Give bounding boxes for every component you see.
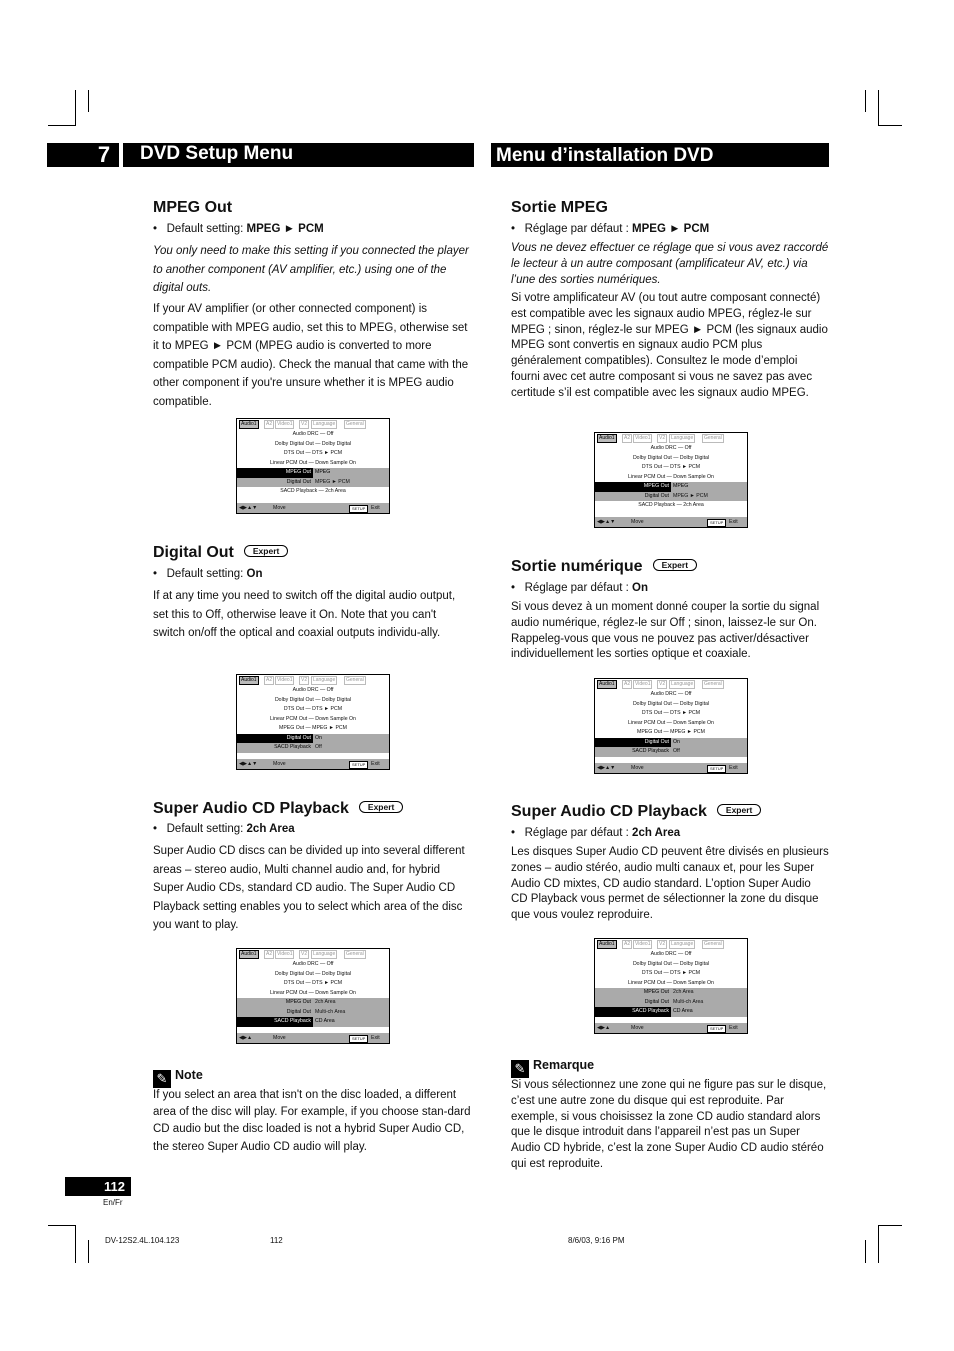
mpeg-out-heading: MPEG Out <box>153 199 233 216</box>
crop-mark <box>88 1240 89 1263</box>
tab-general: General <box>704 941 722 947</box>
setup-key-icon: SETUP <box>707 519 726 527</box>
arrow-keys-icon: ◀▶▲▼ <box>239 761 258 767</box>
screen-tabs <box>237 949 389 958</box>
screen-tabs <box>237 675 389 684</box>
screen-row-option: SACD Playback Off <box>237 743 389 753</box>
screen-row-selected: SACD Playback CD Area <box>237 1017 389 1027</box>
screen-row: Dolby Digital Out — Dolby Digital <box>274 970 352 977</box>
setup-key-icon: SETUP <box>349 1035 368 1043</box>
setup-key-icon: SETUP <box>349 761 368 769</box>
sacd-default-setting-fr: • Réglage par défaut : 2ch Area <box>511 827 681 839</box>
screen-row-selected: Digital Out On <box>595 738 747 748</box>
screen-row-selected: SACD Playback CD Area <box>595 1007 747 1017</box>
screen-row: Dolby Digital Out — Dolby Digital <box>274 440 352 447</box>
remarque-heading: ✎ Remarque <box>511 1058 594 1078</box>
tab-language: Language <box>671 435 694 441</box>
setup-screen-mpeg-en <box>236 418 390 514</box>
page-title-en: DVD Setup Menu <box>140 143 294 164</box>
tab-a2: A2 <box>266 677 273 683</box>
tab-a2: A2 <box>266 421 273 427</box>
screen-row: Linear PCM Out — Down Sample On <box>270 989 356 996</box>
tab-v2: V2 <box>659 941 666 947</box>
crop-mark <box>878 1225 902 1226</box>
screen-row: SACD Playback — 2ch Area <box>638 502 704 508</box>
arrow-keys-icon: ◀▶▲▼ <box>239 505 258 511</box>
screen-rows <box>237 686 389 753</box>
screen-row: MPEG Out — MPEG ► PCM <box>637 729 705 735</box>
screen-row: DTS Out — DTS ► PCM <box>283 980 343 986</box>
crop-mark <box>878 90 879 126</box>
mpeg-default-setting: • Default setting: MPEG ► PCM <box>153 223 324 235</box>
setup-screen-digital-en <box>236 674 390 770</box>
sacd-body-text: Super Audio CD discs can be divided up into several different areas – stereo audio, Multi channel audio and, for hybrid Super Audio CDs, standard CD audio. The Super Audio CD Playback setting enables you to select which area of the disc you want to play. <box>153 845 465 931</box>
screen-row: Dolby Digital Out — Dolby Digital <box>632 960 710 967</box>
screen-rows <box>237 430 389 497</box>
crop-mark <box>878 125 902 126</box>
crop-mark <box>75 1225 76 1263</box>
screen-tabs <box>595 939 747 948</box>
tab-v2: V2 <box>301 421 308 427</box>
tab-video1: Video1 <box>277 421 293 427</box>
screen-row: Linear PCM Out — Down Sample On <box>628 473 714 480</box>
arrow-keys-icon: ◀▶▲▼ <box>597 519 616 525</box>
expert-badge: Expert <box>359 801 403 813</box>
sortie-mpeg-italic-text: Vous ne devez effectuer ce réglage que si vous avez raccordé le lecteur à un autre composant (amplificateur AV, etc.) via l’une des sorties numériques. <box>511 242 829 286</box>
crop-mark <box>48 1225 76 1226</box>
screen-row: Audio DRC — Off <box>292 961 334 967</box>
doc-code: DV-12S2.4L.104.123 <box>105 1236 180 1245</box>
screen-footer: ◀▶▲ Move SETUP Exit <box>237 1033 389 1043</box>
setup-key-icon: SETUP <box>707 1025 726 1033</box>
tab-general: General <box>346 421 364 427</box>
tab-language: Language <box>313 421 336 427</box>
screen-row-option: SACD Playback Off <box>595 747 747 757</box>
screen-row: Audio DRC — Off <box>650 951 692 957</box>
tab-language: Language <box>313 951 336 957</box>
screen-tabs <box>595 433 747 442</box>
tab-audio1: Audio1 <box>599 941 615 947</box>
crop-mark <box>878 1225 879 1263</box>
setup-screen-sacd-en <box>236 948 390 1044</box>
tab-language: Language <box>313 677 336 683</box>
setup-screen-mpeg-fr <box>594 432 748 528</box>
screen-footer: ◀▶▲▼ Move SETUP Exit <box>237 503 389 513</box>
pencil-icon: ✎ <box>153 1070 171 1088</box>
pencil-icon: ✎ <box>511 1060 529 1078</box>
tab-general: General <box>346 677 364 683</box>
screen-row: Audio DRC — Off <box>292 431 334 437</box>
tab-language: Language <box>671 941 694 947</box>
screen-row: MPEG Out — MPEG ► PCM <box>279 725 347 731</box>
tab-video1: Video1 <box>635 941 651 947</box>
sacd-default-setting: • Default setting: 2ch Area <box>153 823 295 835</box>
screen-row-option: Digital Out MPEG ► PCM <box>595 492 747 502</box>
screen-footer: ◀▶▲ Move SETUP Exit <box>595 1023 747 1033</box>
tab-a2: A2 <box>624 941 631 947</box>
tab-video1: Video1 <box>277 677 293 683</box>
tab-v2: V2 <box>659 681 666 687</box>
page-number-box <box>65 1177 131 1196</box>
note-body-text: If you select an area that isn't on the disc loaded, a different area of the disc will play. For example, if you choose stan-dard CD audio but the disc loaded is not a hybrid Super Audio CD, the stereo Super Audio CD audio will play. <box>153 1089 471 1153</box>
screen-row: DTS Out — DTS ► PCM <box>641 970 701 976</box>
tab-video1: Video1 <box>635 435 651 441</box>
crop-mark <box>865 1240 866 1263</box>
mpeg-italic-text: You only need to make this setting if you connected the player to another component (AV amplifier, etc.) using one of the digital outs. <box>153 245 469 294</box>
tab-a2: A2 <box>624 681 631 687</box>
screen-row: Linear PCM Out — Down Sample On <box>628 719 714 726</box>
tab-audio1: Audio1 <box>241 951 257 957</box>
screen-row: Dolby Digital Out — Dolby Digital <box>632 700 710 707</box>
page-number-small: 112 <box>270 1236 283 1245</box>
tab-audio1: Audio1 <box>599 681 615 687</box>
tab-a2: A2 <box>624 435 631 441</box>
crop-mark <box>865 90 866 112</box>
sacd-heading-fr: Super Audio CD Playback Expert <box>511 803 761 821</box>
sortie-mpeg-default-setting: • Réglage par défaut : MPEG ► PCM <box>511 223 710 235</box>
tab-audio1: Audio1 <box>599 435 615 441</box>
setup-screen-digital-fr <box>594 678 748 774</box>
screen-rows <box>595 690 747 757</box>
setup-key-icon: SETUP <box>349 505 368 513</box>
screen-row-option: Digital Out Multi-ch Area <box>237 1008 389 1018</box>
screen-row-option: MPEG Out 2ch Area <box>237 998 389 1008</box>
setup-screen-sacd-fr <box>594 938 748 1034</box>
arrow-keys-icon: ◀▶▲▼ <box>597 765 616 771</box>
tab-general: General <box>346 951 364 957</box>
sacd-body-text-fr: Les disques Super Audio CD peuvent être divisés en plusieurs zones – audio stéréo, audio multi canaux et, pour les Super Audio CD mixtes, CD audio standard. L’option Super Audio CD Playback vous permet de sélectionner la zone du disque que vous voulez reproduire. <box>511 846 829 922</box>
screen-rows <box>595 950 747 1017</box>
sortie-mpeg-heading: Sortie MPEG <box>511 199 608 216</box>
screen-row: DTS Out — DTS ► PCM <box>641 710 701 716</box>
screen-row-selected: MPEG Out MPEG <box>237 468 389 478</box>
tab-a2: A2 <box>266 951 273 957</box>
screen-row-option: MPEG Out 2ch Area <box>595 988 747 998</box>
tab-v2: V2 <box>301 951 308 957</box>
page-title-fr: Menu d’installation DVD <box>496 145 714 166</box>
screen-row-option: Digital Out MPEG ► PCM <box>237 478 389 488</box>
crop-mark <box>88 90 89 112</box>
expert-badge: Expert <box>717 804 761 816</box>
screen-row: Linear PCM Out — Down Sample On <box>628 979 714 986</box>
crop-mark <box>75 90 76 126</box>
expert-badge: Expert <box>244 545 288 557</box>
screen-footer: ◀▶▲▼ Move SETUP Exit <box>237 759 389 769</box>
arrow-keys-icon: ◀▶▲ <box>597 1025 611 1031</box>
tab-general: General <box>704 435 722 441</box>
tab-general: General <box>704 681 722 687</box>
digital-default-setting: • Default setting: On <box>153 568 263 580</box>
screen-row: SACD Playback — 2ch Area <box>280 488 346 494</box>
sortie-numerique-body-text: Si vous devez à un moment donné couper la sortie du signal audio numérique, réglez-le sur Off ; sinon, laissez-le sur On. Rappeleg-vous que vous ne pouvez pas activer/désactiver individuellement les sorties optique et coaxiale. <box>511 601 820 661</box>
sacd-heading: Super Audio CD Playback Expert <box>153 800 403 818</box>
sortie-numerique-heading: Sortie numérique Expert <box>511 558 697 576</box>
screen-row-selected: MPEG Out MPEG <box>595 482 747 492</box>
screen-rows <box>237 960 389 1027</box>
screen-row: Audio DRC — Off <box>650 691 692 697</box>
tab-video1: Video1 <box>277 951 293 957</box>
screen-row: DTS Out — DTS ► PCM <box>641 464 701 470</box>
screen-rows <box>595 444 747 511</box>
tab-audio1: Audio1 <box>241 421 257 427</box>
tab-audio1: Audio1 <box>241 677 257 683</box>
setup-key-icon: SETUP <box>707 765 726 773</box>
mpeg-body-text: If your AV amplifier (or other connected component) is compatible with MPEG audio, set this to MPEG, otherwise set it to MPEG ► PCM (MPEG audio is converted to more compatible PCM audio). Check the manual that came with the other component if you're unsure whether it is MPEG audio compatible. <box>153 303 469 408</box>
screen-row: Audio DRC — Off <box>292 687 334 693</box>
tab-video1: Video1 <box>635 681 651 687</box>
arrow-keys-icon: ◀▶▲ <box>239 1035 253 1041</box>
screen-tabs <box>237 419 389 428</box>
screen-row: DTS Out — DTS ► PCM <box>283 706 343 712</box>
print-date: 8/6/03, 9:16 PM <box>568 1236 625 1245</box>
tab-language: Language <box>671 681 694 687</box>
expert-badge: Expert <box>653 559 697 571</box>
screen-row-option: Digital Out Multi-ch Area <box>595 998 747 1008</box>
screen-footer: ◀▶▲▼ Move SETUP Exit <box>595 763 747 773</box>
screen-tabs <box>595 679 747 688</box>
screen-row: Dolby Digital Out — Dolby Digital <box>274 696 352 703</box>
screen-row: Dolby Digital Out — Dolby Digital <box>632 454 710 461</box>
page-language: En/Fr <box>103 1198 123 1207</box>
tab-v2: V2 <box>301 677 308 683</box>
remarque-body-text: Si vous sélectionnez une zone qui ne figure pas sur le disque, c’est une autre zone du disque qui est reproduite. Par exemple, si vous choisissez la zone CD audio standard alors que le disque introduit dans l’appareil n’est pas un Super Audio CD hybride, c’est la zone Super Audio CD audio stéréo qui est reproduite. <box>511 1079 827 1170</box>
screen-row: DTS Out — DTS ► PCM <box>283 450 343 456</box>
note-heading: ✎ Note <box>153 1068 203 1088</box>
digital-body-text: If at any time you need to switch off the digital audio output, set this to Off, otherwise leave it On. Note that you can't switch on/off the optical and coaxial outputs individu-ally. <box>153 590 456 639</box>
page-number: 112 <box>104 1179 125 1194</box>
chapter-number: 7 <box>97 142 111 167</box>
screen-row: Linear PCM Out — Down Sample On <box>270 459 356 466</box>
sortie-mpeg-body-text: Si votre amplificateur AV (ou tout autre composant connecté) est compatible avec les signaux audio MPEG, réglez-le sur MPEG ; sinon, réglez-le sur MPEG ► PCM (les signaux audio MPEG sont convertis en signaux audio PCM plus généralement compatibles). Consultez le mode d’emploi fourni avec cet autre composant si vous ne savez pas avec certitude s’il est compatible avec les signaux audio MPEG. <box>511 292 828 399</box>
sortie-numerique-default-setting: • Réglage par défaut : On <box>511 582 649 594</box>
screen-row-selected: Digital Out On <box>237 734 389 744</box>
chapter-number-box <box>47 143 119 167</box>
digital-out-heading: Digital Out Expert <box>153 544 288 562</box>
crop-mark <box>48 125 76 126</box>
tab-v2: V2 <box>659 435 666 441</box>
screen-row: Linear PCM Out — Down Sample On <box>270 715 356 722</box>
screen-footer: ◀▶▲▼ Move SETUP Exit <box>595 517 747 527</box>
screen-row: Audio DRC — Off <box>650 445 692 451</box>
